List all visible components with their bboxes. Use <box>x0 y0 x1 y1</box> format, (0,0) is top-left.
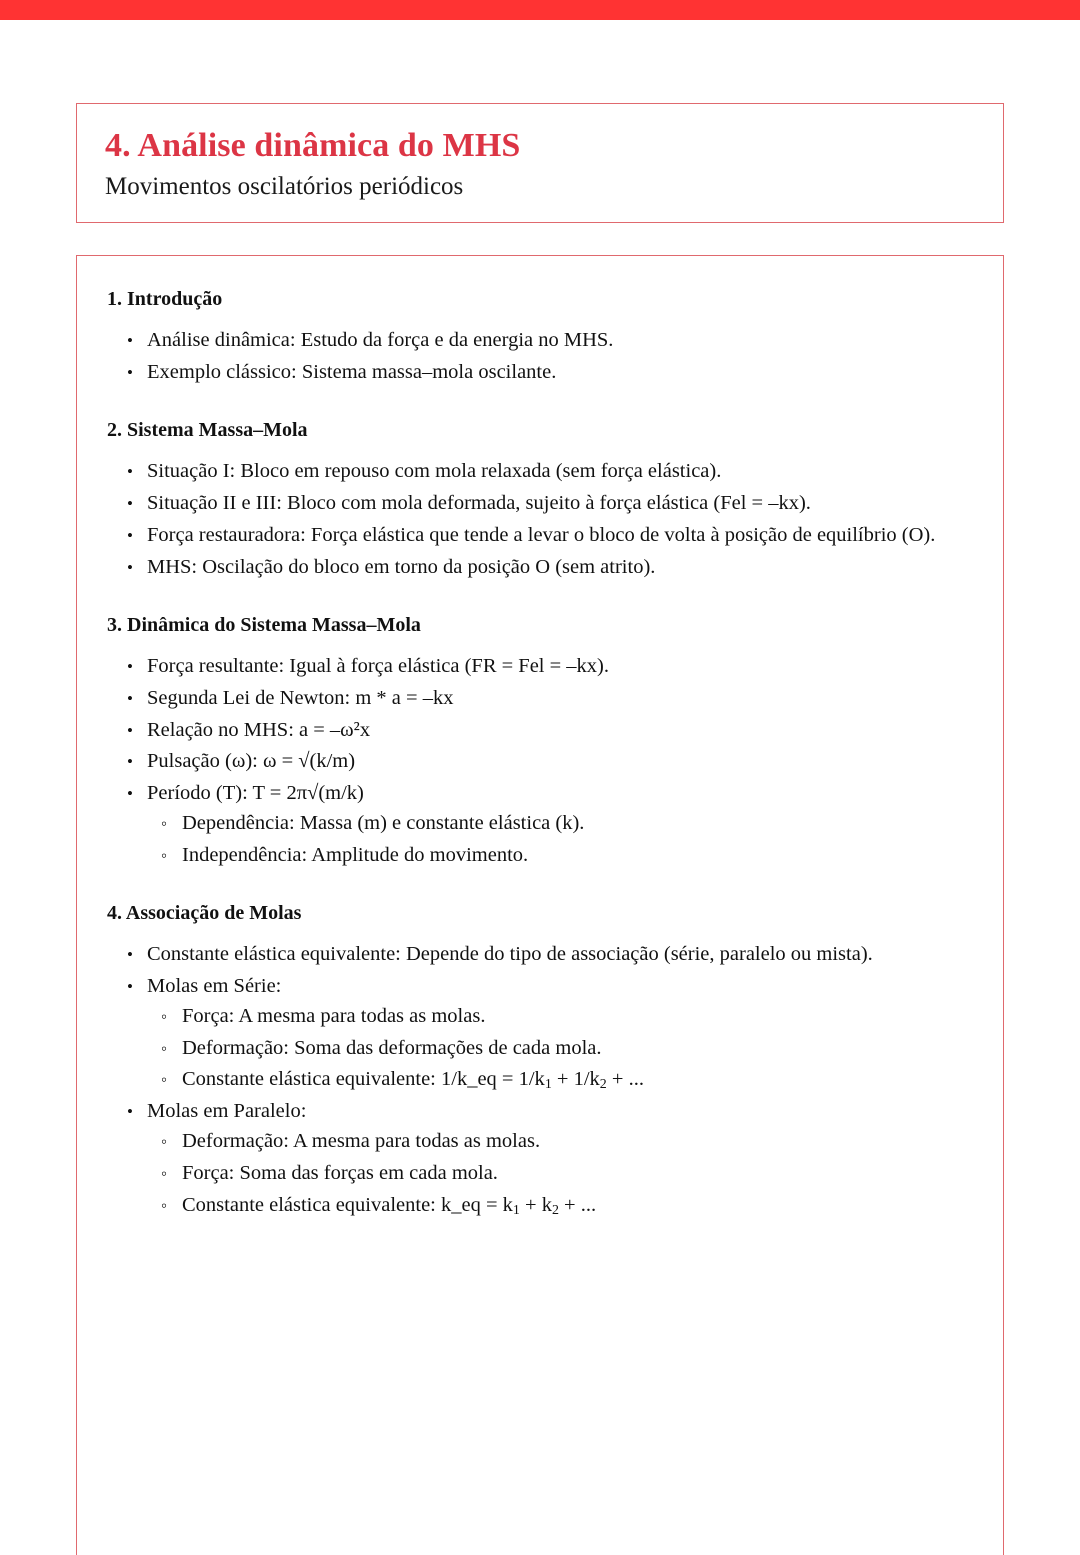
formula-mid: + 1/k <box>551 1068 600 1091</box>
list-item-text: • Período (T): T = 2π√(m/k) <box>147 779 977 809</box>
sub-list-item-formula <box>147 1065 977 1095</box>
page-subtitle: Movimentos oscilatórios periódicos <box>105 173 464 201</box>
formula-subscript-1: 1 <box>544 1077 552 1093</box>
page-title: 4. Análise dinâmica do MHS <box>105 127 521 164</box>
section-heading: 2. Sistema Massa–Mola <box>107 419 308 442</box>
formula-prefix: Constante elástica equivalente: 1/k_eq = 1/k <box>182 1068 545 1091</box>
list-item-text: • MHS: Oscilação do bloco em torno da posição O (sem atrito). <box>147 553 977 583</box>
sub-bullet-list <box>147 1127 977 1221</box>
list-item <box>107 972 977 1095</box>
list-item-text: • Exemplo clássico: Sistema massa–mola oscilante. <box>147 358 977 388</box>
sub-bullet-list <box>147 809 977 870</box>
list-item-text: • Relação no MHS: a = –ω²x <box>147 716 977 746</box>
list-item <box>107 326 977 356</box>
section-heading: 3. Dinâmica do Sistema Massa–Mola <box>107 614 421 637</box>
list-item <box>107 358 977 388</box>
formula-mid: + k <box>519 1193 552 1216</box>
section-associacao-de-molas <box>107 900 977 1221</box>
section-bullet-list <box>107 326 977 387</box>
list-item-text: • Molas em Paralelo: <box>147 1097 977 1127</box>
list-item <box>107 779 977 870</box>
list-item-text: • Situação II e III: Bloco com mola deformada, sujeito à força elástica (Fel = –kx). <box>147 489 977 519</box>
formula-subscript-1: 1 <box>512 1202 520 1218</box>
sub-list-item: ◦ Independência: Amplitude do movimento. <box>147 841 977 871</box>
list-item <box>107 940 977 970</box>
section-dinamica-sistema <box>107 612 977 870</box>
section-bullet-list <box>107 940 977 1221</box>
formula-suffix: + ... <box>558 1193 597 1216</box>
list-item <box>107 553 977 583</box>
list-item-text: • Molas em Série: <box>147 972 977 1002</box>
formula-subscript-2: 2 <box>599 1077 607 1093</box>
sub-list-item: ◦ Deformação: Soma das deformações de cada mola. <box>147 1034 977 1064</box>
list-item <box>107 716 977 746</box>
list-item <box>107 489 977 519</box>
section-sistema-massa-mola <box>107 417 977 582</box>
section-bullet-list <box>107 457 977 582</box>
list-item-text: • Constante elástica equivalente: Depende do tipo de associação (série, paralelo ou mista). <box>147 940 977 970</box>
list-item <box>107 747 977 777</box>
sub-list-item: ◦ Dependência: Massa (m) e constante elástica (k). <box>147 809 977 839</box>
formula-prefix: Constante elástica equivalente: k_eq = k <box>182 1193 513 1216</box>
sub-list-item-formula <box>147 1191 977 1221</box>
top-accent-bar <box>0 0 1080 20</box>
section-heading: 1. Introdução <box>107 288 223 310</box>
section-bullet-list <box>107 652 977 870</box>
list-item <box>107 521 977 551</box>
sub-list-item: ◦ Deformação: A mesma para todas as molas. <box>147 1127 977 1157</box>
list-item-text: • Segunda Lei de Newton: m * a = –kx <box>147 684 977 714</box>
section-introducao <box>107 286 977 387</box>
list-item <box>107 1097 977 1220</box>
section-heading: 4. Associação de Molas <box>107 902 302 925</box>
list-item-text: • Situação I: Bloco em repouso com mola relaxada (sem força elástica). <box>147 457 977 487</box>
document-header-card <box>76 103 1004 223</box>
formula-subscript-2: 2 <box>551 1202 559 1218</box>
list-item-text: • Força restauradora: Força elástica que tende a levar o bloco de volta à posição de equilíbrio (O). <box>147 521 977 551</box>
list-item <box>107 457 977 487</box>
list-item-text: • Análise dinâmica: Estudo da força e da energia no MHS. <box>147 326 977 356</box>
formula-suffix: + ... <box>606 1068 644 1091</box>
document-body-card <box>76 255 1004 1555</box>
sub-list-item: ◦ Força: Soma das forças em cada mola. <box>147 1159 977 1189</box>
list-item-text: • Pulsação (ω): ω = √(k/m) <box>147 747 977 777</box>
list-item-text: • Força resultante: Igual à força elástica (FR = Fel = –kx). <box>147 652 977 682</box>
list-item <box>107 684 977 714</box>
sub-list-item: ◦ Força: A mesma para todas as molas. <box>147 1002 977 1032</box>
sub-bullet-list <box>147 1002 977 1096</box>
list-item <box>107 652 977 682</box>
